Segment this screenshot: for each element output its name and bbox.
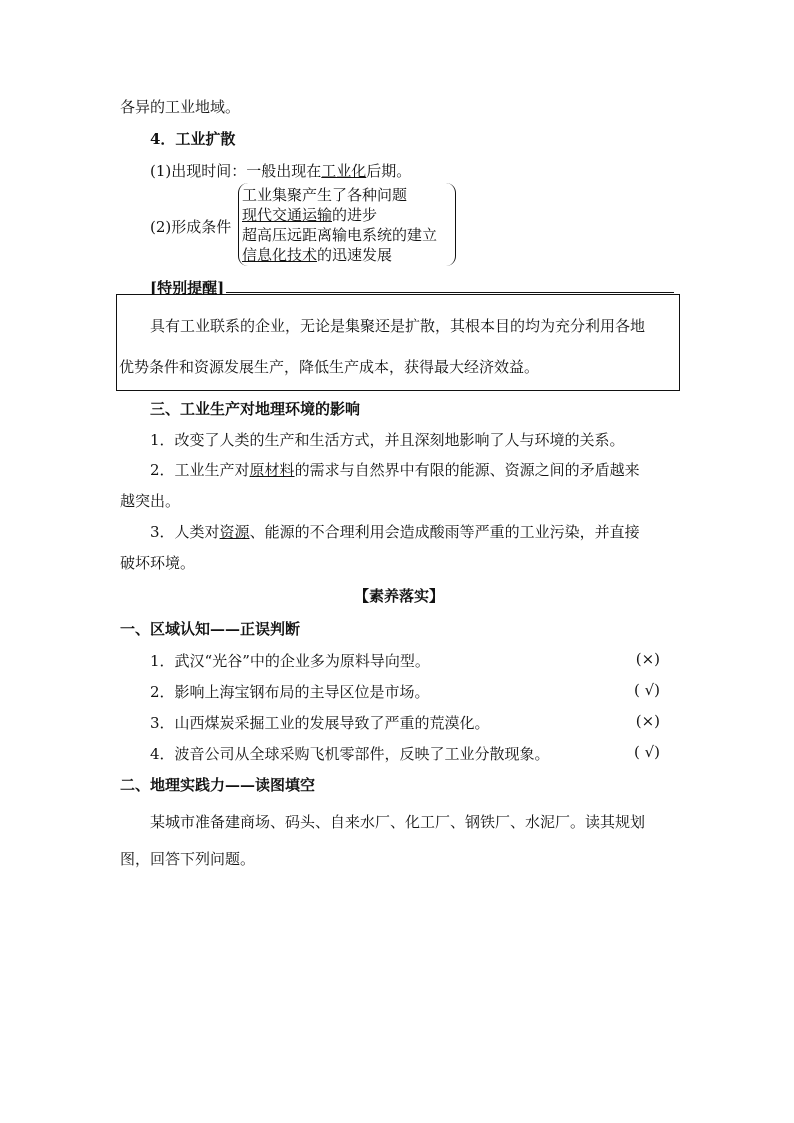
diffusion-time (150, 160, 411, 181)
judgment-row: 2．影响上海宝钢布局的主导区位是市场。 ( √) (150, 681, 660, 701)
section-1-heading: 一、区域认知——正误判断 (120, 620, 301, 638)
impact-item-3-cont: 破坏环境。 (120, 554, 196, 572)
impact-item-3: 3．人类对资源、能源的不合理利用会造成酸雨等严重的工业污染，并直接 (150, 523, 640, 541)
condition-item: 现代交通运输的进步 (242, 206, 378, 224)
judgment-mark: ( √) (633, 743, 660, 761)
question-line-1: 某城市准备建商场、码头、自来水厂、化工厂、钢铁厂、水泥厂。读其规划 (150, 813, 646, 831)
tip-label: [特别提醒] (150, 279, 225, 297)
judgment-row: 1．武汉“光谷”中的企业多为原料导向型。 (×) (150, 650, 660, 670)
judgment-mark: (×) (635, 650, 660, 668)
tip-rule (226, 292, 674, 293)
condition-item: 超高压远距离输电系统的建立 (242, 226, 438, 244)
conditions-label: (2)形成条件 (150, 218, 232, 236)
tip-line-1: 具有工业联系的企业，无论是集聚还是扩散，其根本目的均为充分利用各地 (150, 317, 646, 335)
judgment-row: 4．波音公司从全球采购飞机零部件，反映了工业分散现象。 ( √) (150, 743, 660, 763)
time-underlined: 工业化 (321, 162, 367, 180)
judgment-row: 3．山西煤炭采掘工业的发展导致了严重的荒漠化。 (×) (150, 712, 660, 732)
impact-item-2-cont: 越突出。 (120, 492, 181, 510)
section-2-heading: 二、地理实践力——读图填空 (120, 776, 316, 794)
judgment-mark: (×) (635, 712, 660, 730)
impact-item-1: 1．改变了人类的生产和生活方式，并且深刻地影响了人与环境的关系。 (150, 431, 625, 449)
top-line: 各异的工业地域。 (120, 98, 241, 116)
tip-box (116, 294, 680, 391)
time-prefix: (1)出现时间：一般出现在 (150, 162, 322, 180)
impact-heading: 三、工业生产对地理环境的影响 (150, 400, 361, 418)
judgment-mark: ( √) (633, 681, 660, 699)
condition-item: 工业集聚产生了各种问题 (242, 186, 408, 204)
diffusion-heading: 4．工业扩散 (150, 130, 236, 148)
question-line-2: 图，回答下列问题。 (120, 850, 256, 868)
practice-title: 【素养落实】 (354, 587, 445, 605)
time-suffix: 后期。 (366, 162, 412, 180)
tip-line-2: 优势条件和资源发展生产，降低生产成本，获得最大经济效益。 (119, 358, 540, 376)
condition-item: 信息化技术的迅速发展 (242, 246, 393, 264)
impact-item-2: 2．工业生产对原材料的需求与自然界中有限的能源、资源之间的矛盾越来 (150, 461, 640, 479)
